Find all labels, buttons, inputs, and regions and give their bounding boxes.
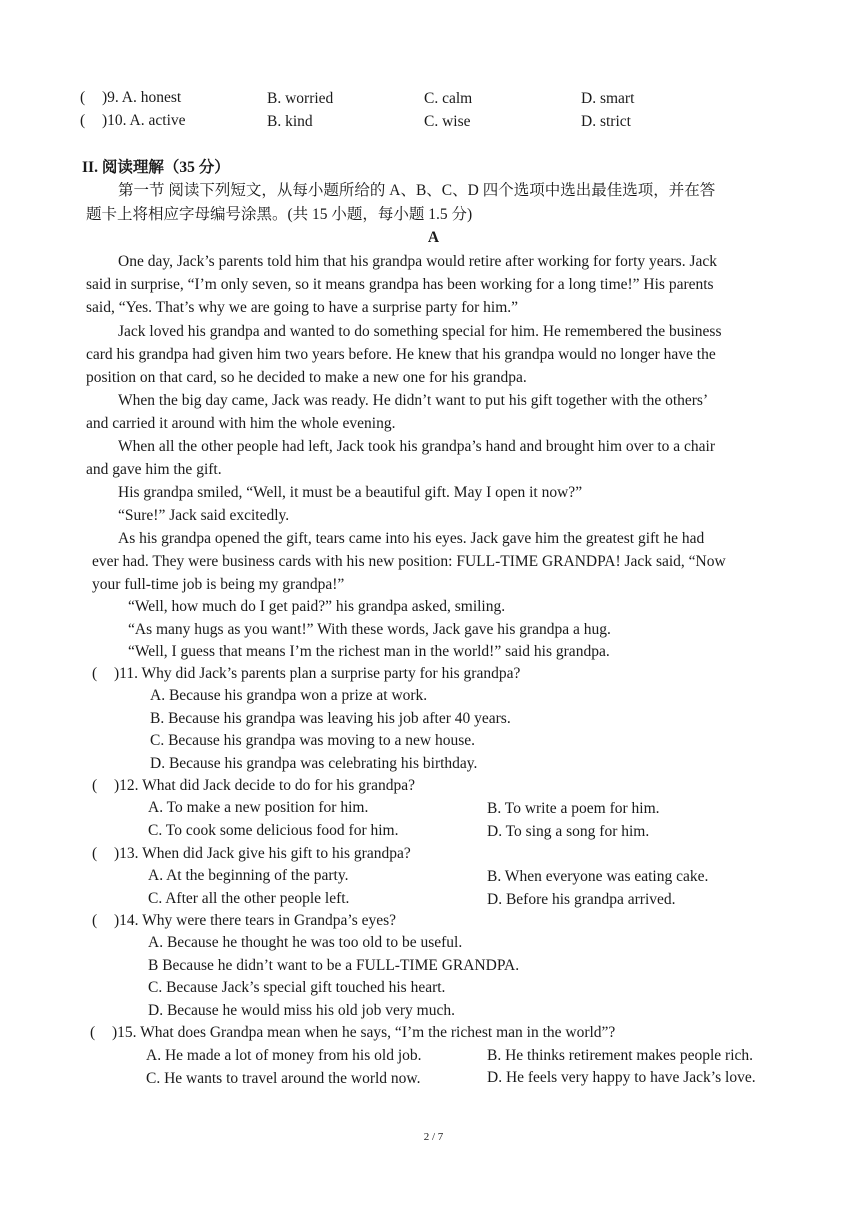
passage-line: Jack loved his grandpa and wanted to do something special for him. He remembered the business xyxy=(118,323,722,340)
passage-line: position on that card, so he decided to make a new one for his grandpa. xyxy=(86,369,527,386)
question-stem: )12. What did Jack decide to do for his grandpa? xyxy=(114,777,416,794)
answer-paren: ( xyxy=(92,912,98,929)
answer-paren: ( xyxy=(80,89,86,106)
passage-line: “As many hugs as you want!” With these words, Jack gave his grandpa a hug. xyxy=(128,621,611,638)
page-number: 2 / 7 xyxy=(423,1131,444,1143)
option-a: A. He made a lot of money from his old job. xyxy=(146,1047,422,1064)
passage-line: “Well, I guess that means I’m the richest man in the world!” said his grandpa. xyxy=(128,643,610,660)
passage-line: said in surprise, “I’m only seven, so it means grandpa has been working for a long time!” His parents xyxy=(86,276,714,293)
option-a: A. At the beginning of the party. xyxy=(148,867,349,884)
question-stem: )15. What does Grandpa mean when he says, “I’m the richest man in the world”? xyxy=(112,1024,616,1041)
passage-line: and gave him the gift. xyxy=(86,461,222,478)
option-c: C. After all the other people left. xyxy=(148,890,350,907)
option-b: B. Because his grandpa was leaving his job after 40 years. xyxy=(150,710,511,727)
option-c: C. Because Jack’s special gift touched his heart. xyxy=(148,979,446,996)
passage-line: “Sure!” Jack said excitedly. xyxy=(118,507,290,524)
passage-line: One day, Jack’s parents told him that his grandpa would retire after working for forty years. Jack xyxy=(118,253,718,270)
question-number-option-a: )10. A. active xyxy=(102,112,186,129)
question-stem: )13. When did Jack give his gift to his grandpa? xyxy=(114,845,411,862)
section-instruction-line-2: 题卡上将相应字母编号涂黑。(共 15 小题，每小题 1.5 分) xyxy=(86,206,473,223)
option-c: C. To cook some delicious food for him. xyxy=(148,822,399,839)
option-d: D. smart xyxy=(581,90,635,107)
question-stem: )14. Why were there tears in Grandpa’s eyes? xyxy=(114,912,397,929)
option-b: B. kind xyxy=(267,113,313,130)
passage-line: As his grandpa opened the gift, tears came into his eyes. Jack gave him the greatest gift he had xyxy=(118,530,705,547)
option-c: C. wise xyxy=(424,113,471,130)
passage-line: His grandpa smiled, “Well, it must be a beautiful gift. May I open it now?” xyxy=(118,484,583,501)
option-c: C. He wants to travel around the world now. xyxy=(146,1070,421,1087)
option-b: B. To write a poem for him. xyxy=(487,800,660,817)
option-d: D. Because his grandpa was celebrating his birthday. xyxy=(150,755,478,772)
answer-paren: ( xyxy=(90,1024,96,1041)
section-title: II. 阅读理解（35 分） xyxy=(82,159,230,176)
passage-line: your full-time job is being my grandpa!” xyxy=(92,576,345,593)
answer-paren: ( xyxy=(92,777,98,794)
answer-paren: ( xyxy=(92,665,98,682)
passage-line: said, “Yes. That’s why we are going to have a surprise party for him.” xyxy=(86,299,519,316)
option-d: D. Before his grandpa arrived. xyxy=(487,891,676,908)
passage-line: When all the other people had left, Jack took his grandpa’s hand and brought him over to a chair xyxy=(118,438,715,455)
option-b: B. worried xyxy=(267,90,334,107)
passage-line: and carried it around with him the whole evening. xyxy=(86,415,396,432)
passage-line: ever had. They were business cards with his new position: FULL-TIME GRANDPA! Jack said, “Now xyxy=(92,553,726,570)
option-a: A. To make a new position for him. xyxy=(148,799,369,816)
answer-paren: ( xyxy=(92,845,98,862)
option-a: A. Because his grandpa won a prize at work. xyxy=(150,687,428,704)
option-b: B Because he didn’t want to be a FULL-TIME GRANDPA. xyxy=(148,957,520,974)
option-d: D. He feels very happy to have Jack’s love. xyxy=(487,1069,756,1086)
answer-paren: ( xyxy=(80,112,86,129)
option-b: B. When everyone was eating cake. xyxy=(487,868,709,885)
option-c: C. calm xyxy=(424,90,473,107)
option-d: D. To sing a song for him. xyxy=(487,823,650,840)
option-d: D. strict xyxy=(581,113,631,130)
section-instruction-line-1: 第一节 阅读下列短文，从每小题所给的 A、B、C、D 四个选项中选出最佳选项，并在答 xyxy=(118,182,716,199)
passage-line: card his grandpa had given him two years before. He knew that his grandpa would no longer have the xyxy=(86,346,716,363)
option-a: A. Because he thought he was too old to be useful. xyxy=(148,934,463,951)
option-b: B. He thinks retirement makes people rich. xyxy=(487,1047,754,1064)
question-stem: )11. Why did Jack’s parents plan a surprise party for his grandpa? xyxy=(114,665,521,682)
passage-line: When the big day came, Jack was ready. He didn’t want to put his gift together with the others’ xyxy=(118,392,709,409)
passage-label: A xyxy=(427,229,440,246)
passage-line: “Well, how much do I get paid?” his grandpa asked, smiling. xyxy=(128,598,506,615)
option-c: C. Because his grandpa was moving to a new house. xyxy=(150,732,476,749)
question-number-option-a: )9. A. honest xyxy=(102,89,182,106)
option-d: D. Because he would miss his old job very much. xyxy=(148,1002,455,1019)
